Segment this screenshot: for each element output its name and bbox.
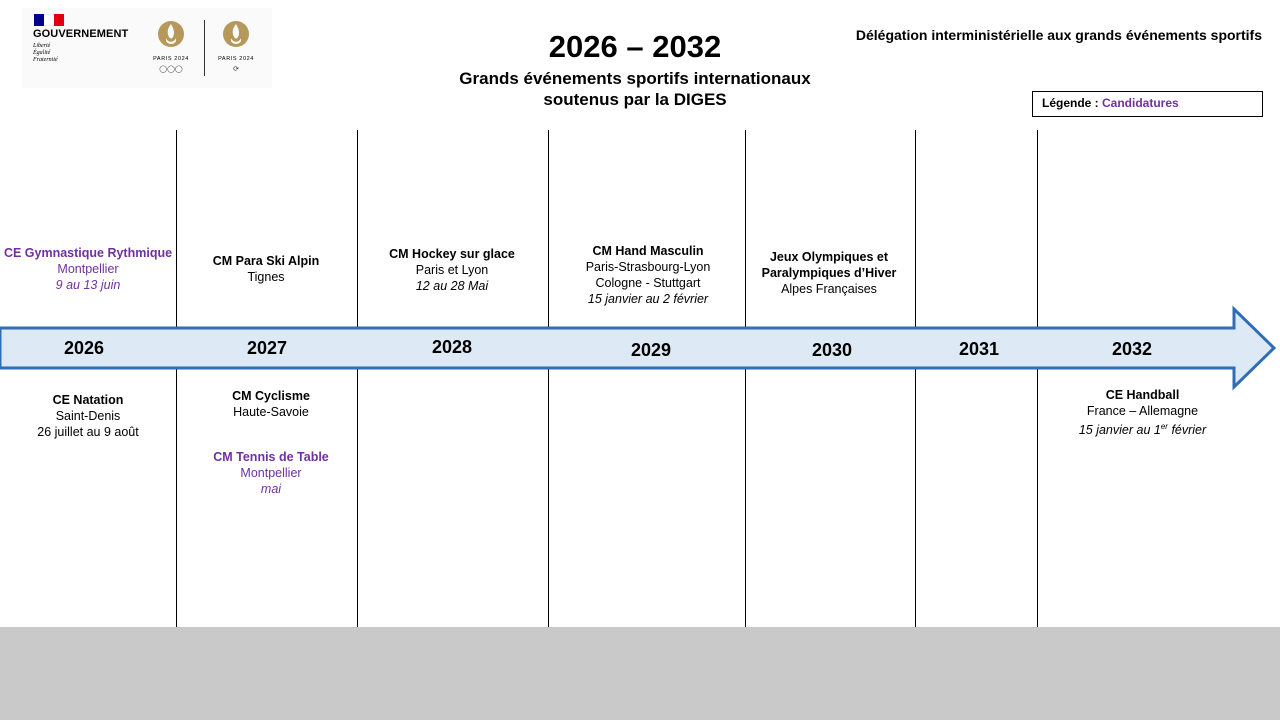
event-cm-tennis-de-table: CM Tennis de Table Montpellier mai [213, 450, 329, 496]
event-cm-cyclisme: CM Cyclisme Haute-Savoie [232, 389, 310, 419]
event-cm-para-ski-alpin: CM Para Ski Alpin Tignes [212, 254, 320, 284]
olympic-flame-icon [157, 18, 185, 54]
legend-value: Candidatures [1102, 96, 1179, 110]
page-subtitle: Grands événements sportifs internationaux soutenus par la DIGES [459, 69, 811, 109]
footer-band [0, 627, 1280, 720]
event-ce-handball: CE Handball France – Allemagne 15 janvier au 1er février [1078, 388, 1207, 438]
event-ce-gymnastique-rythmique: CE Gymnastique Rythmique Montpellier 9 au 13 juin [3, 246, 173, 292]
logo-divider [204, 20, 205, 76]
year-label: 2031 [958, 339, 1000, 359]
event-ce-natation: CE Natation Saint-Denis 26 juillet au 9 août [37, 393, 139, 439]
paralympic-flame-icon [222, 18, 250, 54]
legend-label: Légende : [1042, 96, 1099, 110]
event-cm-hand-masculin: CM Hand Masculin Paris-Strasbourg-Lyon Cologne - Stuttgart 15 janvier au 2 février [585, 244, 711, 306]
page-title: 2026 – 2032 [548, 29, 722, 64]
paris2024-paralympic-logo: PARIS 2024 ⟳ [214, 18, 258, 80]
event-jeux-olympiques-hiver: Jeux Olympiques et Paralympiques d’Hiver Alpes Françaises [761, 250, 897, 296]
government-name: GOUVERNEMENT [33, 28, 129, 40]
organization-name: Délégation interministérielle aux grands événements sportifs [855, 27, 1262, 43]
legend-box [1032, 91, 1263, 117]
year-label: 2029 [630, 340, 672, 360]
government-motto: Liberté Égalité Fraternité [33, 43, 58, 63]
year-label: 2028 [431, 337, 473, 357]
year-label: 2026 [63, 338, 105, 358]
french-flag-icon [34, 14, 64, 26]
year-label: 2032 [1111, 339, 1153, 359]
olympic-rings-icon: ◯◯◯ [159, 66, 183, 73]
year-label: 2030 [811, 340, 853, 360]
agitos-icon: ⟳ [233, 66, 239, 73]
event-cm-hockey-sur-glace: CM Hockey sur glace Paris et Lyon 12 au 28 Mai [389, 247, 515, 293]
logo-block [22, 8, 272, 88]
year-label: 2027 [246, 338, 288, 358]
paris2024-olympic-logo: PARIS 2024 ◯◯◯ [149, 18, 193, 80]
